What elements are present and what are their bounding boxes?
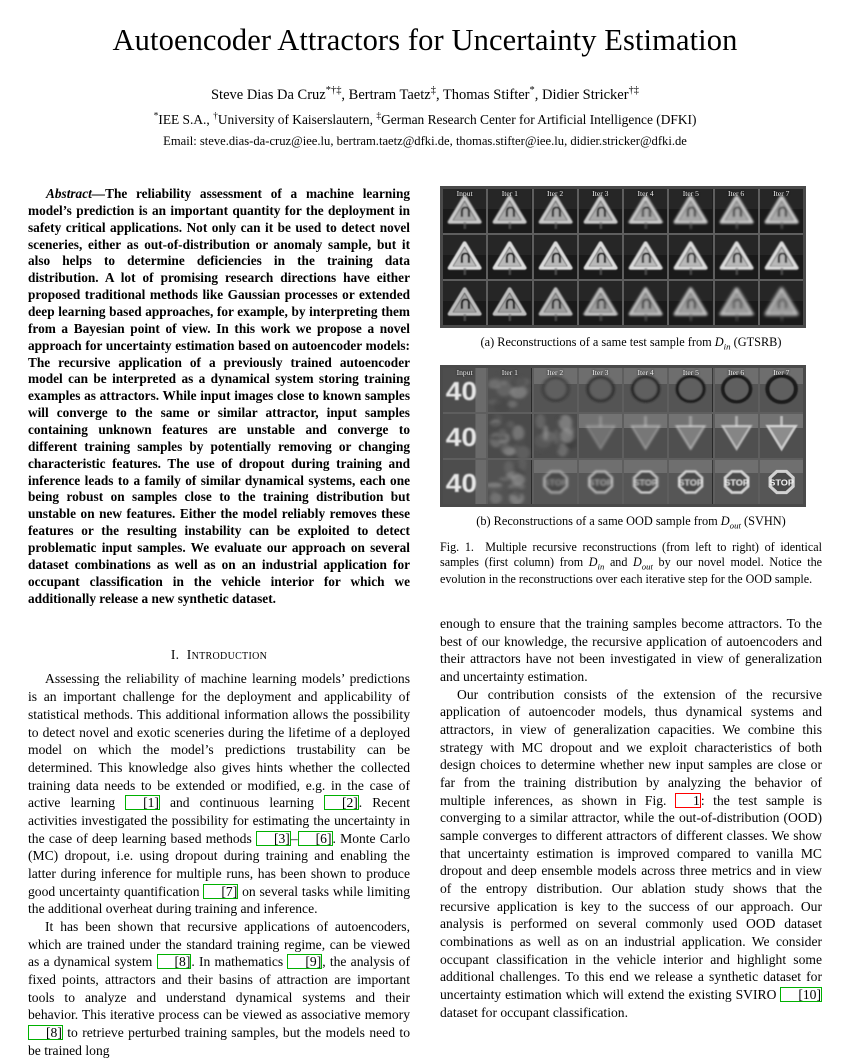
author-list: Steve Dias Da Cruz*†‡, Bertram Taetz‡, Thomas Stifter*, Didier Stricker†‡ [210,85,639,104]
figure-column-label: Iter 4 [637,189,654,198]
figure-cell [669,368,712,412]
figure-cell [669,460,712,504]
figure-caption-part2: and [604,554,634,569]
svg-text:40: 40 [445,375,478,406]
svg-text:STOP: STOP [678,477,704,487]
affiliation-marker: ‡ [376,110,382,122]
figure-cell [624,414,667,458]
citation-link[interactable]: [1] [125,795,160,810]
figure-cell [443,281,486,325]
figure-cell [443,235,486,279]
section-heading-introduction [28,647,410,663]
citation-link[interactable]: [10] [780,987,822,1002]
figure-cell [760,414,803,458]
figure-column-label: Iter 3 [592,367,609,377]
body-paragraph: Our contribution consists of the extension of the recursive application of autoencoder models, thus dynamical systems and attractors, in view of generalization capacities. We combine this strategy with MC dropout and we exploit characteristics of both design choices to determine whether new input samples are close or far from the training distribution by analyzing the behavior of multiple inferences, as shown in Fig. 1: the test sample is converging to a similar attractor, while the out-of-distribution (OOD) sample converges to different attractors of different classes. We show that uncertainty estimation is improved compared to vanilla MC dropout and deep ensemble models across three metrics and in view of the entropy distribution. Our ablation study shows that the recursive application is key to the success of our approach. Our analysis is performed on several commonly used OOD dataset combinations as well as on an industrial application. We consider occupant classification in the vehicle interior and highlight some additional challenges. To this end we release a synthetic dataset for uncertainty estimation which will extend the existing SVIRO [10] dataset for occupant classification. [440,686,822,1020]
figure-cell [488,414,531,458]
figure-cell [443,189,486,233]
citation-link[interactable]: [2] [324,795,359,810]
figure-column-label: Input [456,189,473,198]
abstract-label: Abstract— [46,186,106,201]
math-sub-out: out [729,519,741,530]
figure-grid-svhn [443,368,803,504]
author-marker: *†‡ [325,85,342,97]
figure-cell [534,281,577,325]
figure-cell [579,460,622,504]
svg-text:40: 40 [445,421,478,452]
figure-cell [669,414,712,458]
figure-caption-part3: by our novel model. Notice the evolution in the reconstructions over each iterative step for the OOD sample. [440,554,822,587]
author-marker: †‡ [628,85,639,97]
figure-cell [715,368,758,412]
affiliation-3: German Research Center for Artificial Intelligence (DFKI) [381,111,697,127]
citation-link[interactable]: [3] [256,831,291,846]
figure-column-label: Iter 3 [592,189,609,198]
figure-reference-link[interactable]: 1 [675,793,701,808]
figure-cell [669,281,712,325]
subcaption-a-post: (GTSRB) [730,335,782,349]
figure-cell [715,189,758,233]
subcaption-b-pre: (b) Reconstructions of a same OOD sample from [476,513,721,528]
left-column [28,186,410,1059]
abstract-text: The reliability assessment of a machine learning model’s prediction is an important quantity for the deployment in safety critical applications. Not only can it be used to detect novel sceneries, either as out-of-distribution or anomaly sample, but it also helps to determine deficiencies in the training data distribution. A lot of promising research directions have either proposed traditional methods like Gaussian processes or extended deep learning based approaches, for example, by interpreting them from a Bayesian point of view. In this work we propose a novel approach for uncertainty estimation based on autoencoder models: The recursive application of a previously trained autoencoder model can be interpreted as a dynamical system storing training examples as attractors. While input images close to known samples will converge to the same or similar attractor, input samples containing unknown features are unstable and converge to different training samples by potentially removing or changing characteristic features. The use of dropout during training and inference leads to a family of similar dynamical systems, each one being robust on samples close to the training distribution but unstable on new features. Either the model reliably removes these features or the resulting instability can be exploited to detect problematic input samples. We evaluate our approach on several dataset combinations as well as on an industrial application for occupant classification in the vehicle interior for which we additionally release a new synthetic dataset. [28,186,410,606]
math-d-in: $D_{in}$ [714,335,731,352]
svg-text:STOP: STOP [633,477,659,487]
figure-panel-b [440,365,806,507]
citation-link[interactable]: [7] [203,884,238,899]
figure-number: Fig. 1. [440,540,474,555]
svg-text:STOP: STOP [587,477,613,487]
affiliation-2: University of Kaiserslautern [217,111,370,127]
math-d-out: $D_{out}$ [720,513,741,530]
author-marker: * [529,85,535,97]
intro-left-paragraphs [28,670,410,1059]
figure-grid-gtsrb [443,189,803,325]
figure-cell [760,281,803,325]
math-sub-in: in [723,341,731,352]
email-2[interactable]: bertram.taetz@dfki.de [336,133,450,148]
page-title: Autoencoder Attractors for Uncertainty Estimation [112,23,738,57]
figure-cell [488,235,531,279]
svg-text:STOP: STOP [542,477,568,487]
figure-cell [579,235,622,279]
figure-cell [669,235,712,279]
math-sub-in-caption: in [597,561,605,572]
section-title: Introduction [186,647,268,663]
figure-cell [669,189,712,233]
two-column-body [28,186,822,1058]
affiliation-marker: † [213,110,218,122]
math-d-out-caption: $D_{out}$ [633,554,653,572]
figure-cell [579,281,622,325]
svg-text:STOP: STOP [768,477,794,487]
intro-right-paragraphs [440,615,822,1021]
figure-cell [715,235,758,279]
figure-column-label: Iter 4 [637,367,654,377]
body-paragraph: enough to ensure that the training samples become attractors. To the best of our knowledge, the recursive application of autoencoders and their attractors have not been investigated in view of generalization and uncertainty estimation. [440,616,822,685]
figure-cell [534,414,577,458]
figure-column-label: Iter 7 [773,189,790,198]
citation-link[interactable]: [8] [157,954,192,969]
figure-cell [488,368,531,412]
figure-column-label: Input [456,367,473,377]
figure-cell [624,368,667,412]
figure-1 [440,186,822,587]
figure-cell [579,189,622,233]
figure-cell [579,414,622,458]
figure-column-label: Iter 7 [773,367,790,377]
figure-cell [488,189,531,233]
math-sub-out-caption: out [641,561,653,572]
email-line: Email: steve.dias-da-cruz@iee.lu, bertram.taetz@dfki.de, thomas.stifter@iee.lu, didier.stricker@dfki.de [163,133,687,148]
affiliation-marker: * [153,110,159,122]
paper-page [0,18,850,1058]
citation-link[interactable]: [6] [298,831,333,846]
section-number: I. [170,647,180,663]
figure-column-label: Iter 1 [501,189,518,198]
svg-text:STOP: STOP [723,477,749,487]
email-1[interactable]: steve.dias-da-cruz@iee.lu [199,133,331,148]
citation-link[interactable]: [8] [28,1025,63,1040]
author-marker: ‡ [430,85,436,97]
figure-cell [624,281,667,325]
figure-cell [443,368,486,412]
figure-cell [579,368,622,412]
affiliation-line: *IEE S.A., †University of Kaiserslautern, ‡German Research Center for Artificial Intelligence (DFKI) [153,110,697,127]
figure-cell [624,189,667,233]
figure-cell [534,189,577,233]
email-4[interactable]: didier.stricker@dfki.de [570,133,687,148]
subcaption-a-pre: (a) Reconstructions of a same test sample from [480,335,715,349]
figure-cell [760,189,803,233]
figure-cell [760,368,803,412]
figure-cell [443,414,486,458]
subcaption-b [440,514,822,532]
figure-column-label: Iter 1 [501,367,518,377]
figure-cell [624,235,667,279]
figure-caption [440,540,822,587]
figure-column-label: Iter 2 [547,189,564,198]
figure-cell [534,460,577,504]
math-d-in-caption: $D_{in}$ [588,554,605,572]
figure-column-label: Iter 5 [682,367,699,377]
figure-cell [534,235,577,279]
figure-caption-part1: Multiple recursive reconstructions (from left to right) of identical samples (first column) from [440,540,822,569]
body-paragraph: It has been shown that recursive applications of autoencoders, which are trained under the standard training regime, can be viewed as a dynamical system [8]. In mathematics [9], the analysis of fixed points, attractors and their basins of attraction are important tools to analyze and understand dynamical systems and their behavior. This iterative process can be viewed as associative memory [8] to retrieve perturbed training samples, but the models need to be trained long [28,918,410,1058]
figure-cell [534,368,577,412]
affiliation-1: IEE S.A. [158,111,207,127]
figure-cell [624,460,667,504]
figure-panel-a [440,186,806,328]
figure-cell [760,460,803,504]
figure-column-label: Iter 6 [728,367,745,377]
figure-column-label: Iter 6 [728,189,745,198]
citation-link[interactable]: [9] [287,954,322,969]
subcaption-b-post: (SVHN) [740,513,786,528]
figure-column-label: Iter 5 [682,189,699,198]
right-column [440,186,822,1022]
email-label: Email: [163,133,197,148]
figure-cell [488,281,531,325]
figure-column-label: Iter 2 [547,367,564,377]
figure-cell [488,460,531,504]
figure-cell [715,460,758,504]
email-3[interactable]: thomas.stifter@iee.lu [455,133,565,148]
svg-text:40: 40 [445,467,478,498]
abstract-paragraph [28,186,410,607]
subcaption-a [440,335,822,353]
figure-cell [760,235,803,279]
body-paragraph: Assessing the reliability of machine learning models’ predictions is an important challenge for the deployment and applicability of statistical methods. This additional information allows the possibility to detect novel and exotic sceneries during the lifetime of a deployed model on which the model’s predictions trustability can be determined. This knowledge also gives hints whether the collected training data needs to be extended or modified, e.g. in the case of active learning [1] and continuous learning [2]. Recent activities investigated the possibility for estimating the uncertainty in the case of deep learning based methods [3]– [6]. Monte Carlo (MC) dropout, i.e. using dropout during training and enabling the latter during inference for multiple runs, has been shown to produce good uncertainty quantification [7] on several tasks while limiting the additional overheat during training and inference. [28,671,411,917]
figure-cell [715,414,758,458]
figure-cell [715,281,758,325]
figure-cell [443,460,486,504]
